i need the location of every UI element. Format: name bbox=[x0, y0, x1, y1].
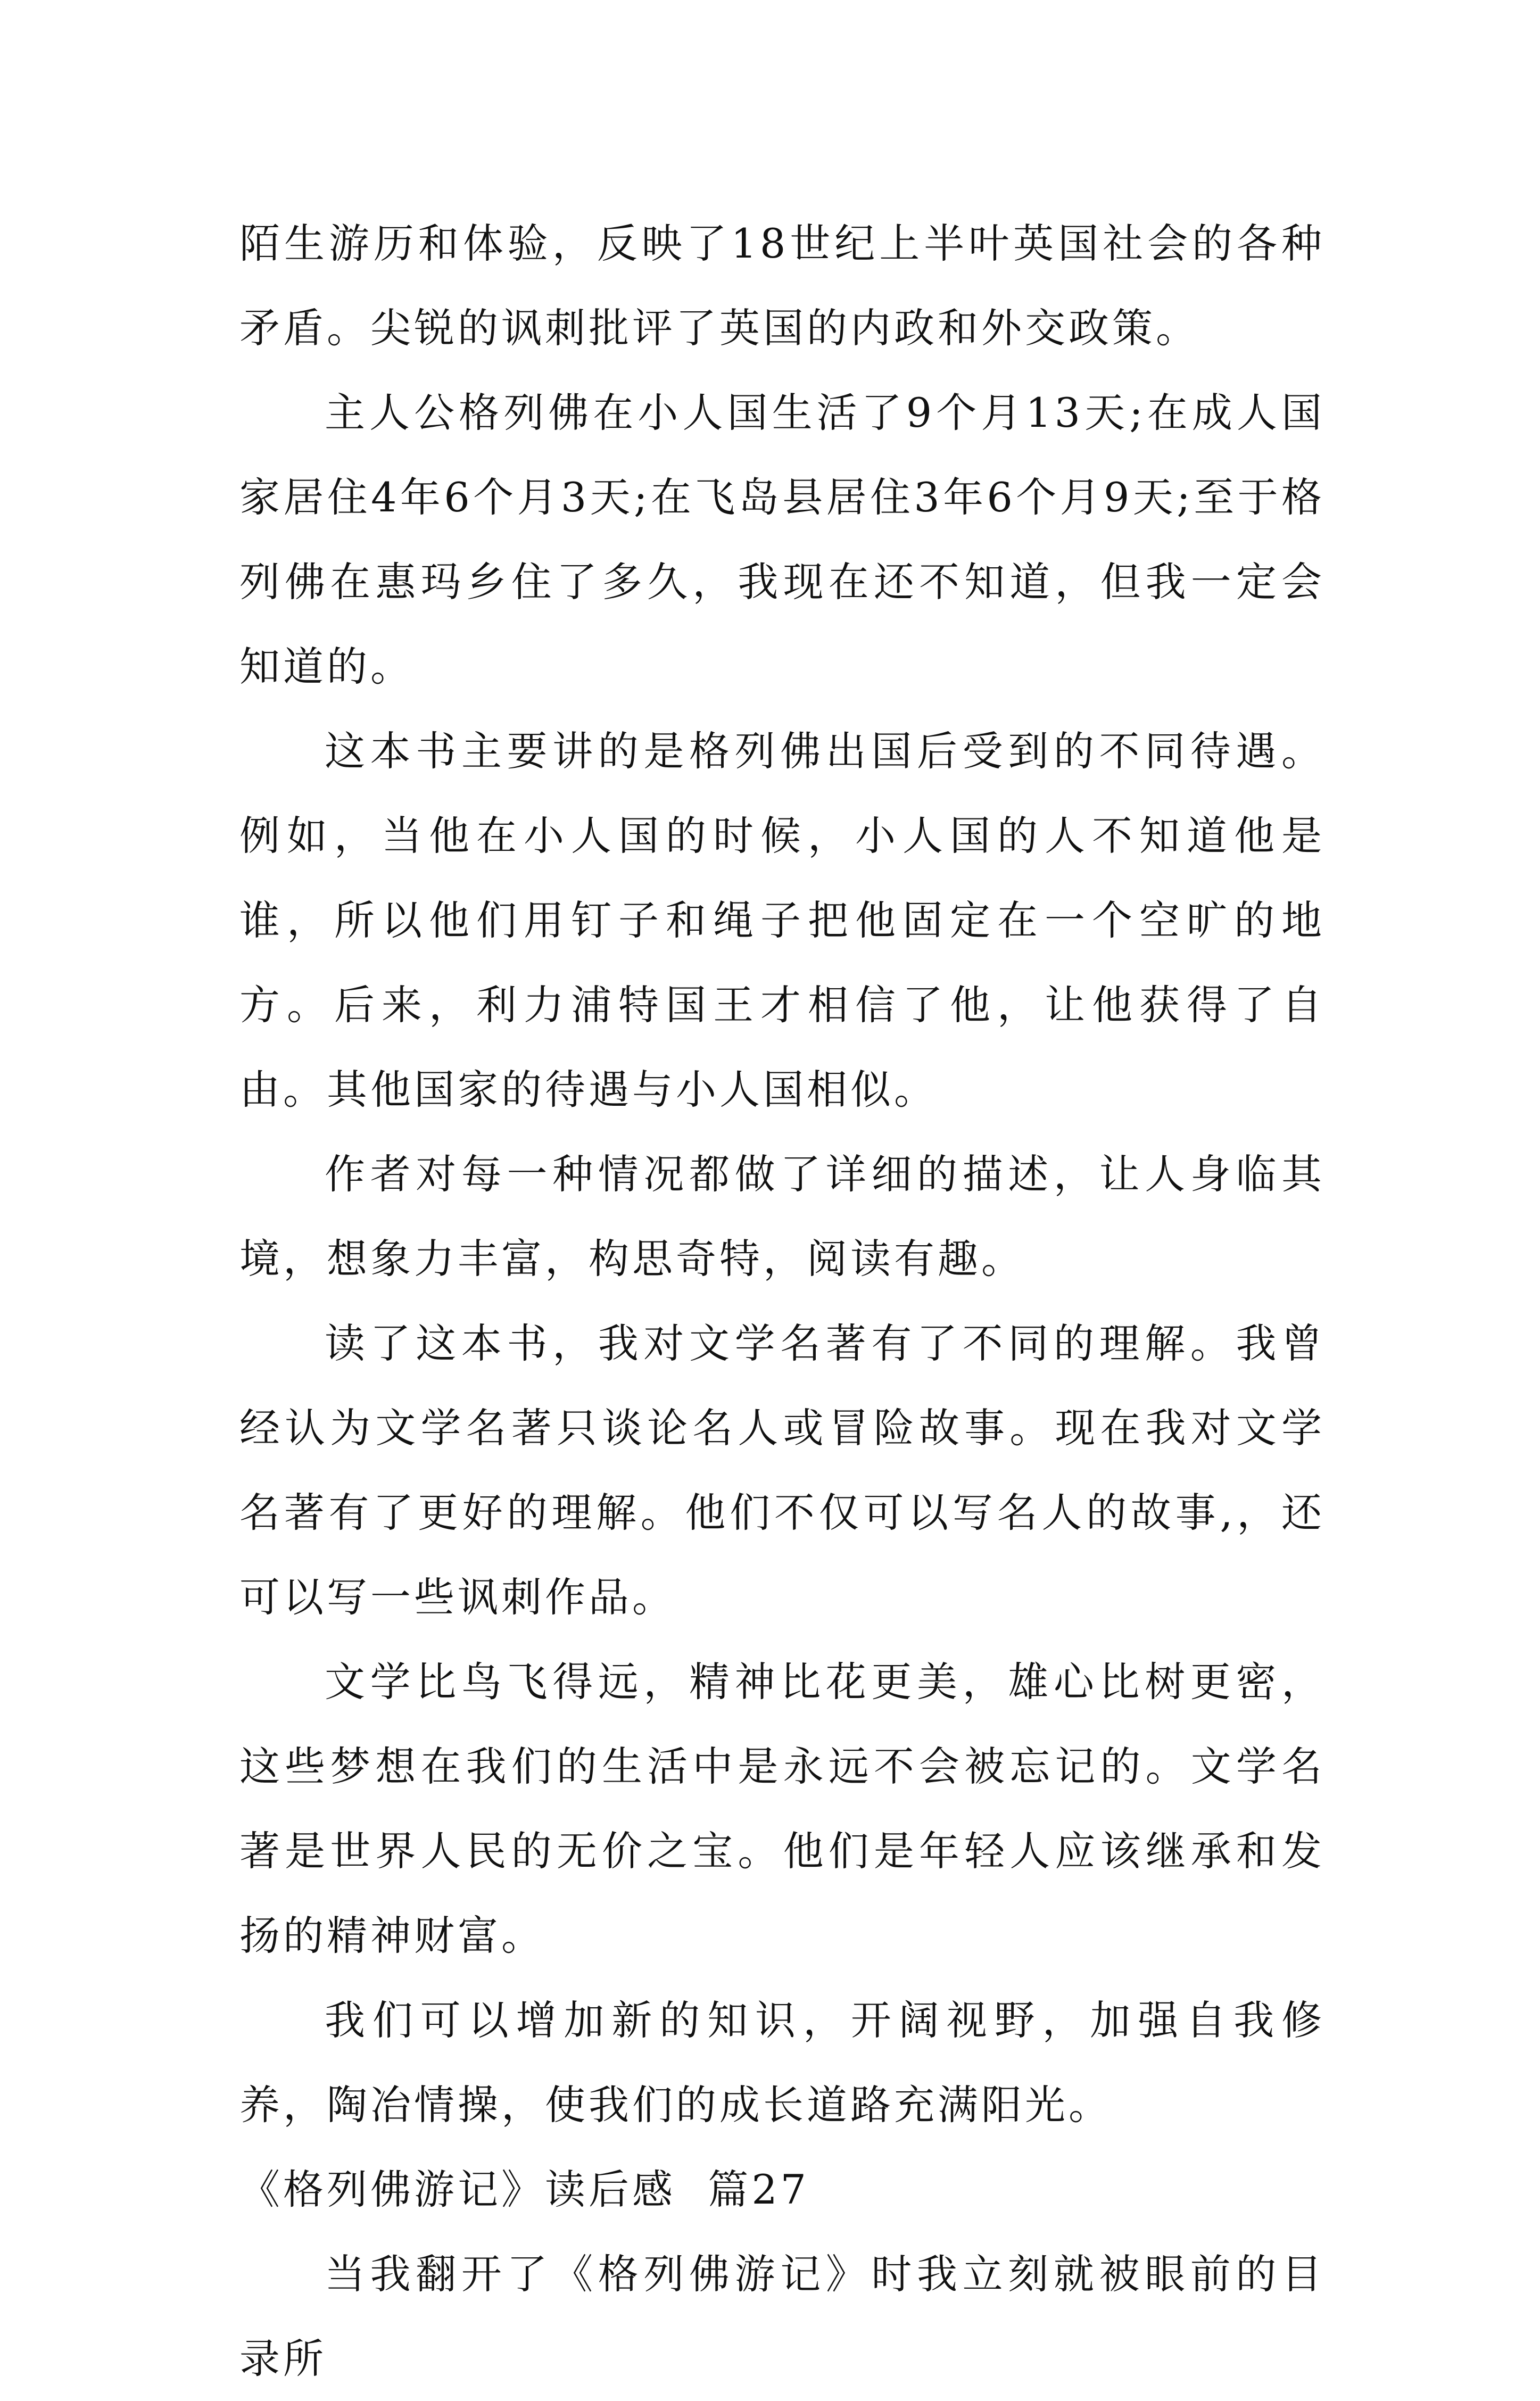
section-heading: 《格列佛游记》读后感 篇27 bbox=[239, 2166, 810, 2213]
paragraph: 我们可以增加新的知识，开阔视野，加强自我修养，陶冶情操，使我们的成长道路充满阳光。 bbox=[239, 1997, 1325, 2129]
paragraph-continuation: 陌生游历和体验，反映了18世纪上半叶英国社会的各种矛盾。尖锐的讽刺批评了英国的内政和外交政策。 bbox=[239, 220, 1325, 352]
paragraph: 作者对每一种情况都做了详细的描述，让人身临其境，想象力丰富，构思奇特，阅读有趣。 bbox=[239, 1150, 1325, 1282]
article-body bbox=[239, 201, 1325, 2401]
paragraph: 主人公格列佛在小人国生活了9个月13天;在成人国家居住4年6个月3天;在飞岛县居住3年6个月9天;至于格列佛在惠玛乡住了多久，我现在还不知道，但我一定会知道的。 bbox=[239, 389, 1325, 690]
paragraph: 这本书主要讲的是格列佛出国后受到的不同待遇。例如，当他在小人国的时候，小人国的人不知道他是谁，所以他们用钉子和绳子把他固定在一个空旷的地方。后来，利力浦特国王才相信了他，让他获得了自由。其他国家的待遇与小人国相似。 bbox=[239, 727, 1325, 1113]
paragraph: 读了这本书，我对文学名著有了不同的理解。我曾经认为文学名著只谈论名人或冒险故事。现在我对文学名著有了更好的理解。他们不仅可以写名人的故事,，还可以写一些讽刺作品。 bbox=[239, 1320, 1325, 1621]
paragraph: 当我翻开了《格列佛游记》时我立刻就被眼前的目录所 bbox=[239, 2250, 1325, 2382]
paragraph: 文学比鸟飞得远，精神比花更美，雄心比树更密，这些梦想在我们的生活中是永远不会被忘记的。文学名著是世界人民的无价之宝。他们是年轻人应该继承和发扬的精神财富。 bbox=[239, 1658, 1325, 1959]
